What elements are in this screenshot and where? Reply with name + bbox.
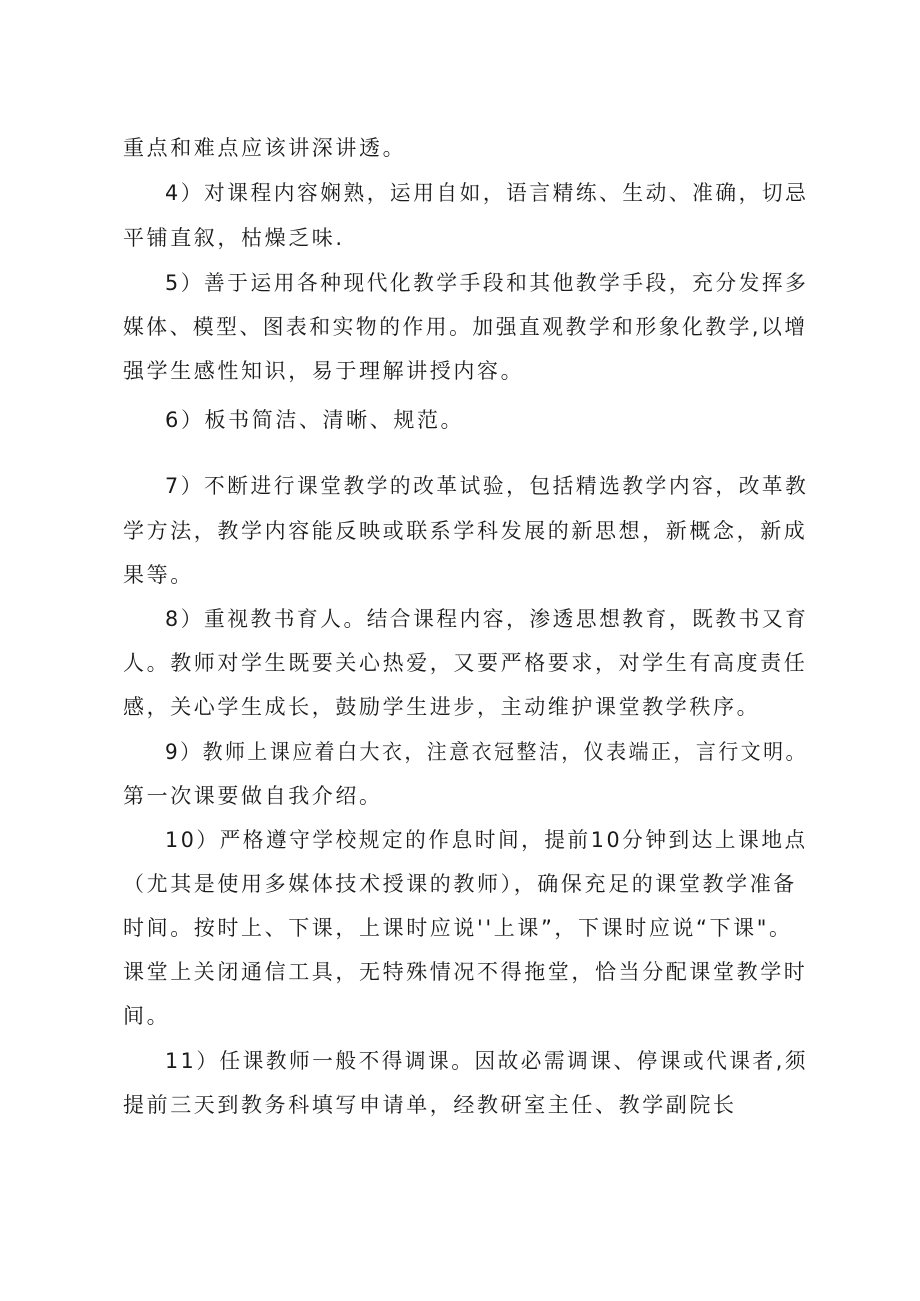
text-line: 第一次课要做自我介绍。 <box>123 784 383 808</box>
text-line: 时间。按时上、下课，上课时应说''上课”，下课时应说“下课"。 <box>123 916 793 940</box>
text-line: 7）不断进行课堂教学的改革试验，包括精选教学内容，改革教 <box>165 474 809 498</box>
text-line: 果等。 <box>123 563 194 587</box>
text-line: 8）重视教书育人。结合课程内容，渗透思想教育，既教书又育 <box>165 607 809 631</box>
text-line: 重点和难点应该讲深讲透。 <box>123 136 407 160</box>
text-line: 11）任课教师一般不得调课。因故必需调课、停课或代课者,须 <box>165 1049 809 1073</box>
text-line: 6）板书简洁、清晰、规范。 <box>165 408 465 432</box>
text-line: 5）善于运用各种现代化教学手段和其他教学手段，充分发挥多 <box>165 271 809 295</box>
text-line: 媒体、模型、图表和实物的作用。加强直观教学和形象化教学,以增 <box>123 315 808 339</box>
text-line: 学方法，教学内容能反映或联系学科发展的新思想，新概念，新成 <box>123 519 808 543</box>
text-line: 强学生感性知识，易于理解讲授内容。 <box>123 359 525 383</box>
text-line: （尤其是使用多媒体技术授课的教师），确保充足的课堂教学准备 <box>123 872 797 896</box>
text-line: 9）教师上课应着白大衣，注意衣冠整洁，仪表端正，言行文明。 <box>165 740 808 764</box>
text-line: 感，关心学生成长，鼓励学生进步，主动维护课堂教学秩序。 <box>123 695 761 719</box>
text-line: 课堂上关闭通信工具，无特殊情况不得拖堂，恰当分配课堂教学时 <box>123 960 808 984</box>
text-line: 间。 <box>123 1004 171 1028</box>
text-line: 提前三天到教务科填写申请单，经教研室主任、教学副院长 <box>123 1093 737 1117</box>
text-line: 平铺直叙，枯燥乏味. <box>123 226 345 250</box>
text-line: 10）严格遵守学校规定的作息时间，提前10分钟到达上课地点 <box>165 828 808 852</box>
text-line: 4）对课程内容娴熟，运用自如，语言精练、生动、准确，切忌 <box>165 181 809 205</box>
text-line: 人。教师对学生既要关心热爱，又要严格要求，对学生有高度责任 <box>123 651 808 675</box>
